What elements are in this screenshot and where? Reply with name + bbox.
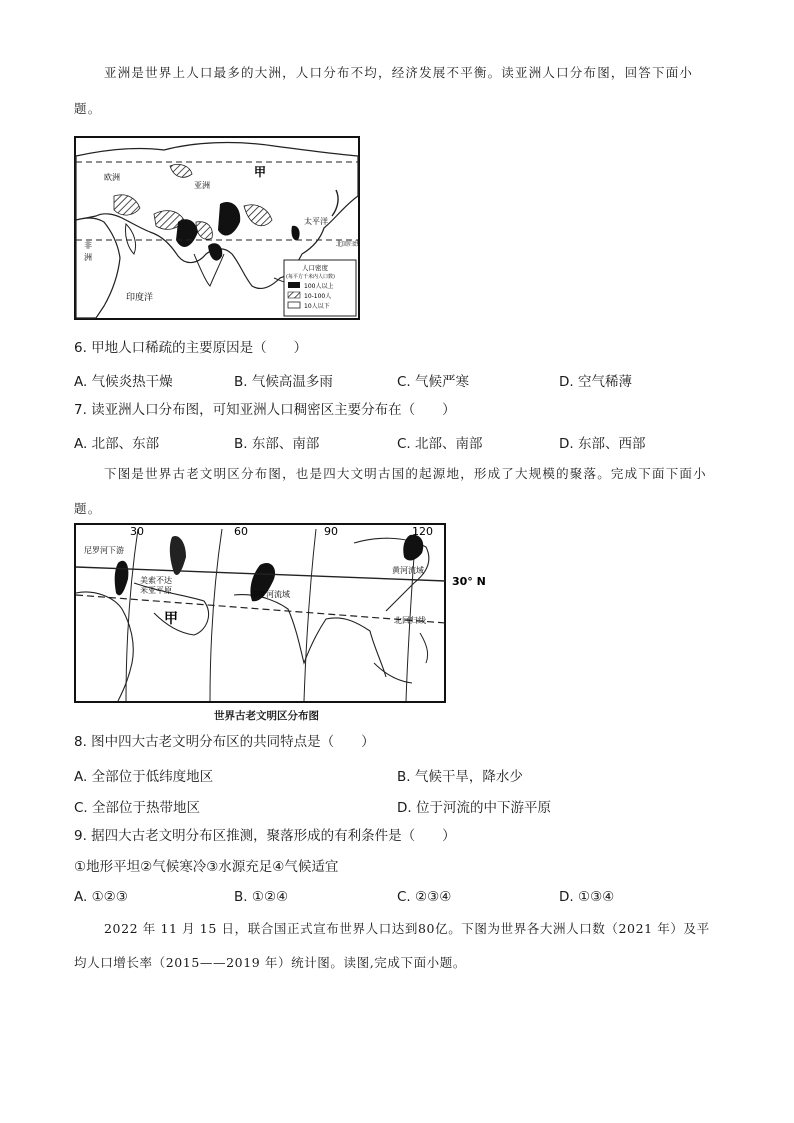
map2-lon-60: 60 [234,525,248,538]
intro-pop-line1: 2022 年 11 月 15 日，联合国正式宣布世界人口达到80亿。下图为世界各大洲人口数（2021 年）及平 [104,921,710,936]
legend-title: 人口密度 [302,264,328,272]
map2-lat-label: 30° N [452,575,486,588]
q8-option-c[interactable]: C. 全部位于热带地区 [74,800,201,816]
label-yellow: 黄河流域 [392,566,424,575]
intro-asia-line2: 题。 [74,101,102,116]
q8-option-b[interactable]: B. 气候干旱，降水少 [397,769,523,785]
q9-option-c[interactable]: C. ②③④ [397,889,452,905]
q6-option-a[interactable]: A. 气候炎热干燥 [74,374,173,390]
label-indus: 印度河流域 [250,590,290,599]
q9-stem: 9. 据四大古老文明分布区推测，聚落形成的有利条件是（ ） [74,828,456,844]
map1-label-jia: 甲 [254,165,267,179]
map2-lon-30: 30 [130,525,144,538]
q7-option-c[interactable]: C. 北部、南部 [397,436,483,452]
q8-option-a[interactable]: A. 全部位于低纬度地区 [74,769,214,785]
q8-stem: 8. 图中四大古老文明分布区的共同特点是（ ） [74,734,375,750]
q6-option-b[interactable]: B. 气候高温多雨 [234,374,333,390]
intro-pop-line2: 均人口增长率（2015——2019 年）统计图。读图,完成下面小题。 [74,955,466,970]
q7-option-a[interactable]: A. 北部、东部 [74,436,160,452]
q9-items: ①地形平坦②气候寒冷③水源充足④气候适宜 [74,859,339,875]
map2-label-jia: 甲 [164,611,178,627]
map1-label-pacific: 太平洋 [304,217,328,226]
intro-civ-line1: 下图是世界古老文明区分布图，也是四大文明古国的起源地，形成了大规模的聚落。完成下面下面小 [104,466,707,481]
legend-item-high: 100人以上 [304,283,334,290]
q9-option-b[interactable]: B. ①②④ [234,889,289,905]
ancient-civilization-map [74,523,494,705]
map2-lon-90: 90 [324,525,338,538]
legend-subtitle: (每平方千米内人口数) [286,274,335,280]
label-tropic: 北回归线 [394,616,426,625]
map1-legend [284,260,356,316]
q6-option-c[interactable]: C. 气候严寒 [397,374,470,390]
map1-label-africa-2: 洲 [84,253,92,262]
q7-stem: 7. 读亚洲人口分布图，可知亚洲人口稠密区主要分布在（ ） [74,402,456,418]
legend-item-low: 10人以下 [304,303,330,310]
asia-population-map [74,136,360,320]
label-meso-1: 美索不达 [140,576,172,585]
map1-label-asia: 亚洲 [194,181,210,190]
q8-option-d[interactable]: D. 位于河流的中下游平原 [397,800,551,816]
q7-option-b[interactable]: B. 东部、南部 [234,436,320,452]
q6-option-d[interactable]: D. 空气稀薄 [559,374,632,390]
intro-asia-line1: 亚洲是世界上人口最多的大洲，人口分布不均，经济发展不平衡。读亚洲人口分布图，回答下面小 [104,65,694,80]
q9-option-d[interactable]: D. ①③④ [559,889,615,905]
map1-label-africa-1: 非 [84,241,92,250]
intro-civ-line2: 题。 [74,501,102,516]
map2-caption: 世界古老文明区分布图 [214,710,319,722]
map1-label-tropic: 北回归线 [336,241,360,248]
label-meso-2: 米亚平原 [140,586,172,595]
q9-option-a[interactable]: A. ①②③ [74,889,128,905]
map2-lon-120: 120 [412,525,433,538]
label-nile: 尼罗河下游 [84,546,124,555]
map1-label-indian-ocean: 印度洋 [126,293,154,303]
map1-label-europe: 欧洲 [104,173,120,182]
q6-stem: 6. 甲地人口稀疏的主要原因是（ ） [74,340,308,356]
legend-item-mid: 10-100人 [304,293,332,300]
q7-option-d[interactable]: D. 东部、西部 [559,436,646,452]
